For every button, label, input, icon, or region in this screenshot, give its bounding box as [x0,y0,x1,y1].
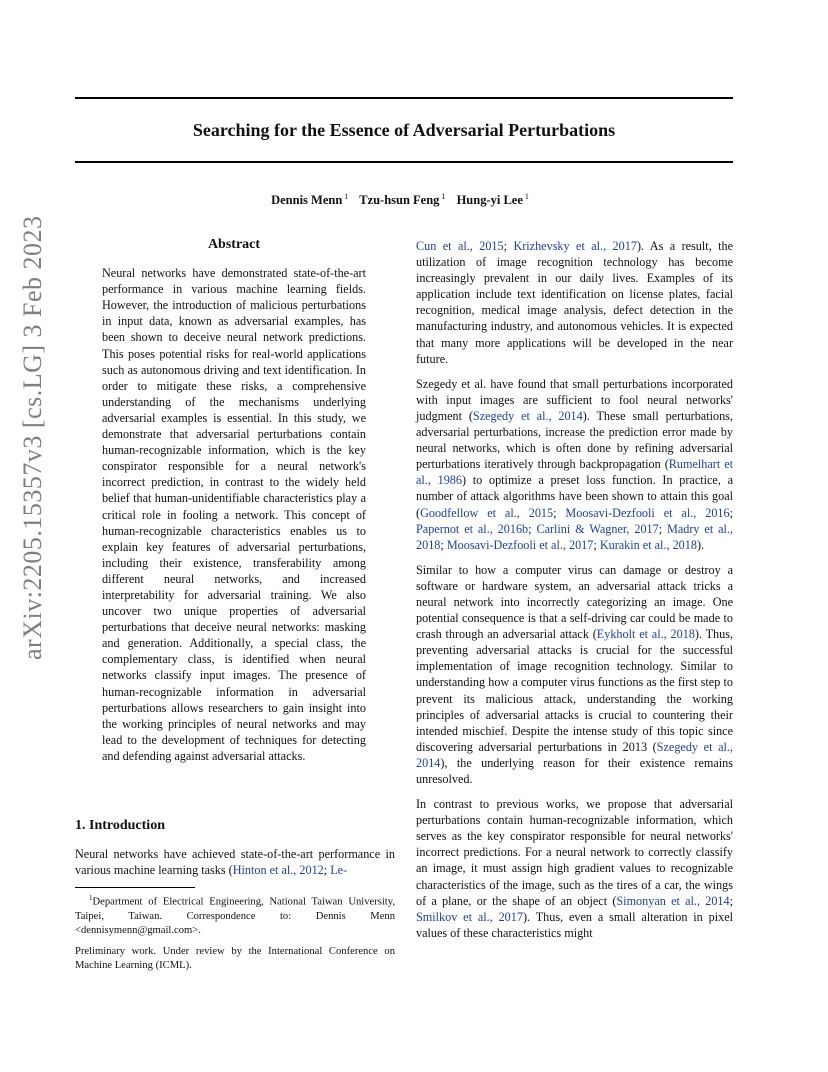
intro-text: Neural networks have achieved state-of-the-art performance in various machine learning tasks ( [75,847,395,878]
right-column [416,238,733,941]
citation-separator: ; [729,505,733,520]
citation-link[interactable]: Hinton et al., 2012 [232,863,324,878]
body-paragraph [416,376,733,553]
citation-link[interactable]: Smilkov et al., 2017 [416,909,523,924]
arxiv-stamp: arXiv:2205.15357v3 [cs.LG] 3 Feb 2023 [18,215,47,660]
citation-separator: ; [323,863,331,878]
citation-link[interactable]: Moosavi-Dezfooli et al., 2016 [565,505,730,520]
body-text: ). As a result, the utilization of image recognition technology has become increasingly prevalent in our daily lives. Examples of its application include text identification on license plates, facial recognition, medical image analysis, defect detection in the manufacturing industry, and autonomous vehicles. It is expected that many more applications will be developed in the near future. [416,239,733,366]
citation-link[interactable]: Cun et al., 2015 [416,239,504,253]
citation-separator: ; [729,893,733,908]
citation-link[interactable]: Kurakin et al., 2018 [599,537,697,552]
body-text: Szegedy et al. have found that small perturbations incorporated with input images are sufficient to fool neural networks' judgment ( [416,376,733,423]
citation-link[interactable]: Krizhevsky et al., 2017 [513,239,637,253]
author-name: Tzu-hsun Feng [359,193,440,208]
affiliation-footnote [75,891,395,938]
body-text: ), the underlying reason for their existence remains unresolved. [416,755,733,786]
footnote-mark: 1 [89,894,93,902]
author-name: Hung-yi Lee [456,193,523,208]
body-paragraph [416,562,733,787]
section-heading: 1. Introduction [75,818,165,833]
footnote-rule [75,887,195,888]
body-text: ). [696,537,705,552]
title-bottom-rule [75,161,733,163]
citation-link[interactable]: Goodfellow et al., 2015 [420,505,554,520]
preliminary-note: Preliminary work. Under review by the International Conference on Machine Learning (ICML). [75,946,395,971]
citation-link[interactable]: Madry et al., 2018 [416,521,733,552]
author-name: Dennis Menn [271,193,343,208]
citation-link[interactable]: Simonyan et al., 2014 [616,893,730,908]
body-text: In contrast to previous works, we propose that adversarial perturbations contain human-recognizable information, which serves as the key conspirator responsible for neural networks' incorrect predictions. For a neural network to correctly classify an image, it must assign high gradient values to recognizable characteristics of the image, such as the tires of a car, the wings of a plane, or the shape of an object ( [416,797,733,908]
citation-link[interactable]: Carlini & Wagner, 2017 [536,521,659,536]
citation-separator: ; [440,537,447,552]
citation-separator: ; [553,505,566,520]
citation-separator: ; [503,239,514,253]
body-paragraph [416,796,733,941]
citation-link[interactable]: Papernot et al., 2016b [416,521,529,536]
author-affil-mark: 1 [441,192,446,201]
body-text: Similar to how a computer virus can damage or destroy a software or hardware system, an adversarial attack tricks a neural network into incorrectly categorizing an image. One potential consequence is that a self-driving car could be made to crash through an adversarial attack ( [416,562,733,642]
body-text: ). Thus, even a small alteration in pixel values of these characteristics might [416,909,734,940]
citation-link[interactable]: Szegedy et al., 2014 [472,408,583,423]
body-paragraph [416,238,733,367]
intro-paragraph [75,846,395,878]
body-text: ) to optimize a preset loss function. In practice, a number of attack algorithms have been shown to attain this goal ( [416,473,734,520]
affiliation-text: Department of Electrical Engineering, National Taiwan University, Taipei, Taiwan. Correspondence to: Dennis Menn <dennisymenn@gmail.com>. [75,896,395,936]
citation-link[interactable]: Eykholt et al., 2018 [596,627,695,642]
title-top-rule [75,97,733,99]
abstract-section [102,237,366,764]
citation-separator: ; [528,521,537,536]
citation-separator: ; [658,521,668,536]
citation-separator: ; [593,537,600,552]
author-list [75,192,733,208]
citation-link[interactable]: Rumelhart et al., 1986 [416,457,733,488]
citation-link[interactable]: Szegedy et al., 2014 [416,739,733,770]
body-text: ). Thus, preventing adversarial attacks is crucial for the successful implementation of image recognition technology. Similar to understanding how a computer virus functions as the first step to prevent its malicious attack, understanding the working principles of adversarial attacks is crucial to countering their intended mischief. Despite the intense study of this topic since discovering adversarial perturbations in 2013 ( [416,627,734,754]
abstract-heading: Abstract [207,237,261,252]
author-affil-mark: 1 [344,192,349,201]
citation-link[interactable]: Le- [330,863,348,878]
introduction-section [75,818,395,878]
citation-link[interactable]: Moosavi-Dezfooli et al., 2017 [446,537,594,552]
author-affil-mark: 1 [524,192,529,201]
abstract-text: Neural networks have demonstrated state-of-the-art performance in various machine learning fields. However, the introduction of malicious perturbations in input data, known as adversarial examples, has been shown to deceive neural network predictions. This poses potential risks for real-world applications such as autonomous driving and text identification. In order to mitigate these risks, a comprehensive understanding of the mechanisms underlying adversarial examples is essential. In this study, we demonstrate that adversarial perturbations contain human-recognizable information, which is the key conspirator responsible for a neural network's incorrect prediction, in contrast to the widely held belief that human-unidentifiable characteristics play a critical role in fooling a network. This concept of human-recognizable characteristics enables us to explain key features of adversarial perturbations, including their existence, transferability among different neural networks, and increased interpretability for adversarial training. We also uncover two unique properties of adversarial perturbations that deceive neural networks: masking and generation. Additionally, a special class, the complementary class, is identified when neural networks classify input images. The presence of human-recognizable information in adversarial perturbations allows researchers to gain insight into the working principles of neural networks and may lead to the development of techniques for detecting and defending against adversarial attacks. [102,266,366,763]
paper-title: Searching for the Essence of Adversarial Perturbations [192,120,616,140]
body-text: ). These small perturbations, adversarial perturbations, increase the prediction error made by neural networks, which is often done by refining adversarial perturbations iteratively through backpropagation ( [416,408,733,472]
